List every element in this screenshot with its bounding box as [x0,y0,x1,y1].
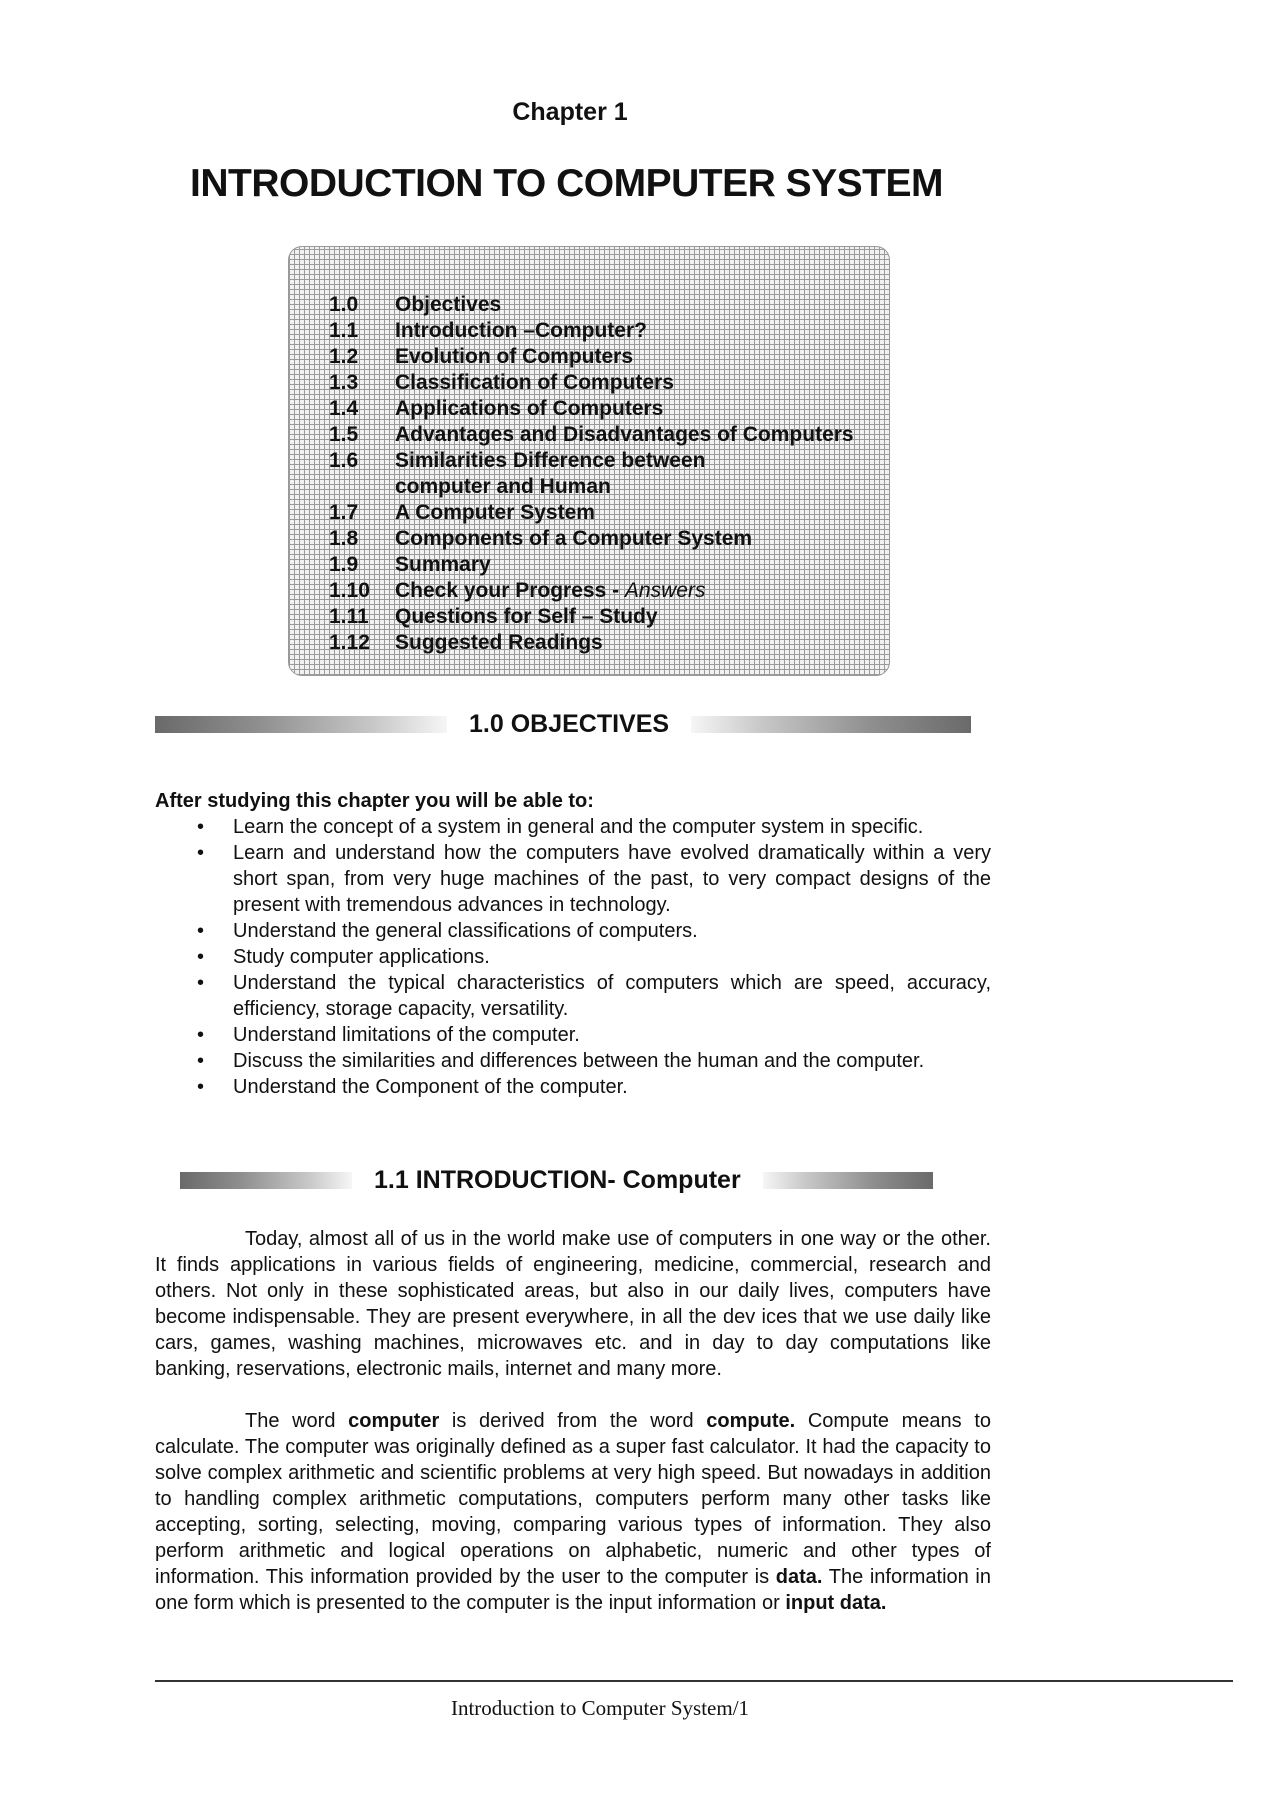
toc-text: Objectives [395,293,502,316]
toc-text: Introduction –Computer? [395,319,647,342]
page-footer: Introduction to Computer System/1 [450,1696,750,1720]
toc-number: 1.5 [329,423,359,446]
introduction-header [180,1166,933,1195]
objective-item: • Understand the general classifications of computers. [155,918,991,944]
toc-item [329,396,854,422]
toc-item [329,292,854,318]
toc-number: 1.6 [329,449,359,472]
toc-number: 1.10 [329,579,370,602]
table-of-contents [288,246,890,676]
objective-item: • Understand the Component of the computer. [155,1074,991,1100]
toc-item [329,318,854,344]
objectives-lead: After studying this chapter you will be able to: [155,790,594,812]
objectives-heading: 1.0 OBJECTIVES [469,710,670,738]
introduction-heading: 1.1 INTRODUCTION- Computer [374,1166,741,1194]
objective-item: • Understand the typical characteristics of computers which are speed, accuracy, efficiency, storage capacity, versatility. [155,970,991,1022]
toc-text: Evolution of Computers [395,345,633,368]
toc-number: 1.1 [329,319,359,342]
toc-number: 1.8 [329,527,359,550]
chapter-label: Chapter 1 [512,98,628,126]
toc-number: 1.7 [329,501,359,524]
page-title: INTRODUCTION TO COMPUTER SYSTEM [190,162,943,205]
toc-number: 1.9 [329,553,359,576]
toc-item [329,526,854,552]
objectives-header [155,710,971,739]
toc-item [329,578,854,604]
toc-text: Summary [395,553,491,576]
objective-item: • Understand limitations of the computer. [155,1022,991,1048]
toc-number [329,474,395,500]
toc-item [329,474,854,500]
toc-number: 1.2 [329,345,359,368]
toc-text: Questions for Self – Study [395,605,658,628]
toc-item [329,422,854,448]
toc-item [329,604,854,630]
header-bar-right [691,716,971,733]
toc-item [329,630,854,656]
toc-text: A Computer System [395,501,595,524]
toc-text: Suggested Readings [395,631,603,654]
intro-paragraph-1: Today, almost all of us in the world make use of computers in one way or the other. It finds applications in various fields of engineering, medicine, commercial, research and others. Not only in these sophisticated areas, but also in our daily lives, computers have become indispensable. They are present everywhere, in all the dev ices that we use daily like cars, games, washing machines, microwaves etc. and in day to day computations like banking, reservations, electronic mails, internet and many more. [155,1228,991,1380]
objective-item: • Learn and understand how the computers have evolved dramatically within a very short span, from very huge machines of the past, to very compact designs of the present with tremendous advances in technology. [155,840,991,918]
toc-text-italic: Answers [624,579,706,602]
objective-item: • Learn the concept of a system in general and the computer system in specific. [155,814,991,840]
toc-item [329,344,854,370]
header-bar-right [763,1172,933,1189]
toc-number: 1.0 [329,293,359,316]
toc-number: 1.4 [329,397,359,420]
toc-number: 1.3 [329,371,359,394]
objectives-list [155,814,991,1100]
header-bar-left [155,716,447,733]
toc-text: Applications of Computers [395,397,664,420]
toc-text: computer and Human [395,475,611,498]
toc-text: Components of a Computer System [395,527,753,550]
objective-item: • Study computer applications. [155,944,991,970]
toc-item [329,448,854,474]
introduction-section [155,1226,991,1616]
header-bar-left [180,1172,352,1189]
footer-divider [155,1680,1233,1682]
objectives-section [155,788,991,1100]
toc-item [329,552,854,578]
intro-paragraph-2: The word computer is derived from the word compute. Compute means to calculate. The computer was originally defined as a super fast calculator. It had the capacity to solve complex arithmetic and scientific problems at very high speed. But nowadays in addition to handling complex arithmetic computations, computers perform many other tasks like accepting, sorting, selecting, moving, comparing various types of information. They also perform arithmetic and logical operations on alphabetic, numeric and other types of information. This information provided by the user to the computer is data. The information in one form which is presented to the computer is the input information or input data. [155,1410,991,1614]
objective-item: • Discuss the similarities and differences between the human and the computer. [155,1048,991,1074]
toc-text: Classification of Computers [395,371,674,394]
toc-text: Check your Progress - Answers [395,579,706,602]
toc-item [329,500,854,526]
toc-item [329,370,854,396]
toc-number: 1.11 [329,605,369,628]
toc-text: Advantages and Disadvantages of Computers [395,423,854,446]
toc-number: 1.12 [329,631,370,654]
toc-text: Similarities Difference between [395,449,706,472]
toc-list [329,292,854,656]
